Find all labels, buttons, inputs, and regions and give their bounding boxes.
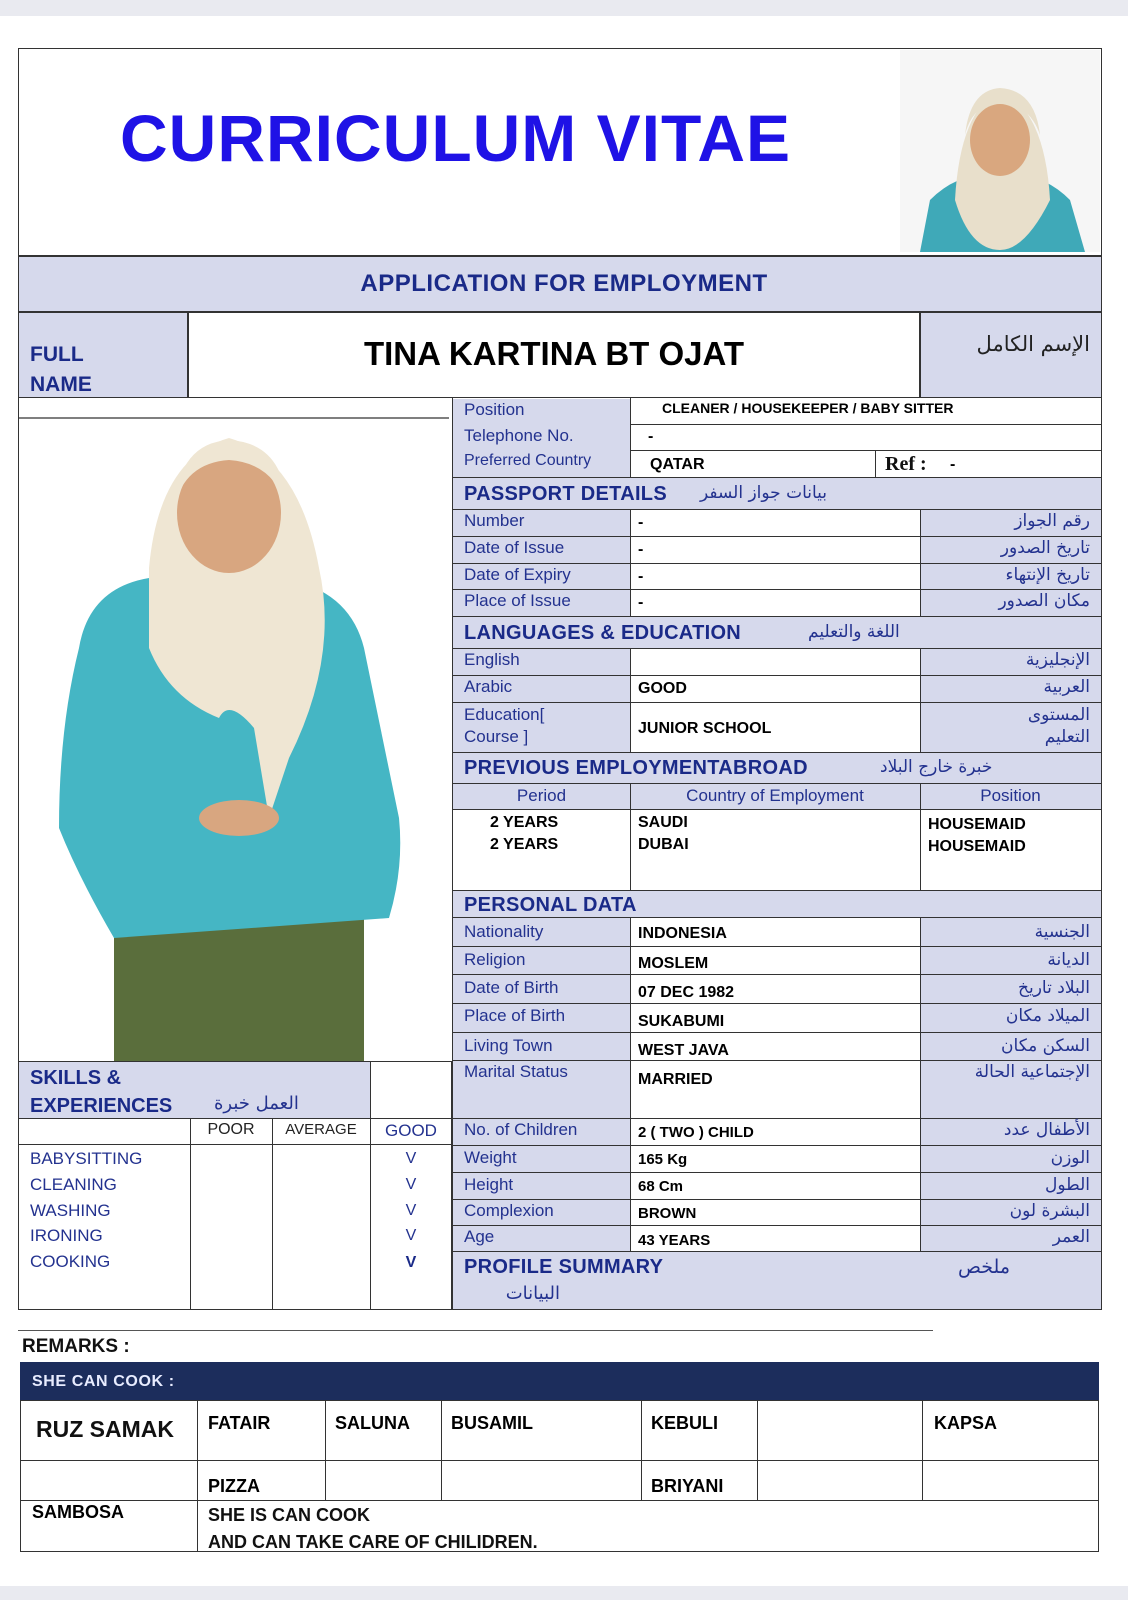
weight-label: Weight [464, 1148, 517, 1167]
place-of-birth-label: Place of Birth [464, 1006, 566, 1025]
skill-rating: V [405, 1176, 417, 1193]
place-of-issue-value: - [638, 594, 644, 611]
living-town-value: WEST JAVA [638, 1042, 729, 1059]
sambosa-item: SAMBOSA [32, 1502, 125, 1522]
english-arabic: الإنجليزية [1025, 650, 1090, 670]
height-arabic: الطول [1045, 1175, 1090, 1195]
previous-arabic-title: خبرة خارج البلاد [880, 757, 993, 777]
position-label: Position [464, 400, 525, 419]
height-label: Height [464, 1175, 514, 1194]
place-of-birth-arabic: الميلاد مكان [1005, 1006, 1090, 1026]
children-label: No. of Children [464, 1120, 578, 1139]
weight-value: 165 Kg [638, 1151, 688, 1168]
full-name-label: FULL NAME [30, 343, 92, 396]
dish-item: RUZ SAMAK [36, 1416, 174, 1442]
remarks-label: REMARKS : [22, 1336, 130, 1357]
education-value: JUNIOR SCHOOL [638, 720, 772, 737]
bottom-band [0, 1586, 1128, 1600]
education-arabic: المستوى التعليم [1027, 705, 1090, 747]
passport-number-arabic: رقم الجواز [1014, 511, 1090, 531]
average-header: AVERAGE [285, 1121, 357, 1138]
date-of-issue-arabic: تاريخ الصدور [1000, 538, 1090, 558]
date-of-birth-label: Date of Birth [464, 978, 559, 997]
passport-title: PASSPORT DETAILS [464, 483, 667, 505]
english-label: English [464, 650, 520, 669]
application-title: APPLICATION FOR EMPLOYMENT [360, 270, 768, 297]
languages-arabic-title: اللغة والتعليم [808, 622, 900, 642]
full-body-photo [18, 398, 452, 1061]
complexion-label: Complexion [464, 1201, 554, 1220]
skill-name: CLEANING [30, 1175, 117, 1194]
skill-name: IRONING [30, 1226, 103, 1245]
dish-item: KAPSA [934, 1413, 998, 1433]
ref-value: - [950, 456, 956, 473]
top-band [0, 0, 1128, 16]
age-arabic: العمر [1052, 1227, 1090, 1247]
full-name-value: TINA KARTINA BT OJAT [363, 335, 745, 372]
dish-item: SALUNA [335, 1413, 410, 1433]
religion-arabic: الديانة [1047, 950, 1090, 970]
religion-label: Religion [464, 950, 526, 969]
education-label: Education[ Course ] [464, 705, 545, 746]
cook-banner [20, 1362, 1099, 1400]
living-town-label: Living Town [464, 1036, 553, 1055]
children-arabic: الأطفال عدد [1003, 1120, 1090, 1140]
dish-item: FATAIR [208, 1413, 271, 1433]
preferred-country-label: Preferred Country [464, 452, 592, 469]
dish-item: BRIYANI [651, 1476, 724, 1496]
arabic-label: Arabic [464, 677, 513, 696]
good-header: GOOD [385, 1121, 437, 1140]
date-of-expiry-arabic: تاريخ الإنتهاء [1005, 565, 1090, 585]
personal-title: PERSONAL DATA [464, 894, 637, 916]
profile-summary-title: PROFILE SUMMARY [464, 1256, 664, 1278]
skill-rating: V [405, 1254, 417, 1271]
date-of-issue-label: Date of Issue [464, 538, 565, 557]
weight-arabic: الوزن [1050, 1148, 1090, 1168]
job-position-value: HOUSEMAID [928, 838, 1026, 855]
position-value: CLEANER / HOUSEKEEPER / BABY SITTER [662, 400, 954, 416]
marital-status-label: Marital Status [464, 1062, 568, 1081]
cv-title: CURRICULUM VITAE [120, 101, 792, 175]
complexion-value: BROWN [638, 1205, 697, 1222]
height-value: 68 Cm [638, 1178, 684, 1195]
date-of-expiry-label: Date of Expiry [464, 565, 571, 584]
date-of-issue-value: - [638, 541, 644, 558]
profile-summary-arabic-2: البيانات [505, 1283, 560, 1304]
skill-name: WASHING [30, 1201, 111, 1220]
skill-rating: V [405, 1227, 417, 1244]
arabic-value: GOOD [638, 680, 687, 697]
dish-item: PIZZA [208, 1476, 260, 1496]
dish-item: KEBULI [651, 1413, 718, 1433]
place-of-issue-label: Place of Issue [464, 591, 571, 610]
nationality-label: Nationality [464, 922, 544, 941]
period-value: 2 YEARS [490, 814, 559, 831]
skills-title: SKILLS & EXPERIENCES [30, 1067, 173, 1117]
passport-arabic-title: بيانات جواز السفر [700, 483, 828, 503]
marital-status-arabic: الإجتماعية الحالة [974, 1062, 1090, 1082]
age-value: 43 YEARS [638, 1232, 711, 1249]
country-header: Country of Employment [686, 786, 864, 805]
ref-label: Ref : [885, 453, 927, 475]
position-header: Position [980, 786, 1041, 805]
passport-number-value: - [638, 514, 644, 531]
marital-status-value: MARRIED [638, 1071, 713, 1088]
place-of-birth-value: SUKABUMI [638, 1013, 725, 1030]
job-position-value: HOUSEMAID [928, 816, 1026, 833]
previous-title: PREVIOUS EMPLOYMENTABROAD [464, 757, 808, 779]
profile-summary-arabic: ملخص [957, 1256, 1010, 1278]
small-photo [900, 50, 1100, 252]
living-town-arabic: السكن مكان [1001, 1036, 1090, 1056]
skill-name: BABYSITTING [30, 1149, 143, 1168]
poor-header: POOR [207, 1121, 255, 1138]
place-of-issue-arabic: مكان الصدور [998, 591, 1090, 611]
full-name-arabic: الإسم الكامل [976, 332, 1090, 356]
nationality-value: INDONESIA [638, 925, 727, 942]
arabic-arabic: العربية [1043, 677, 1090, 697]
passport-number-label: Number [464, 511, 525, 530]
nationality-arabic: الجنسية [1034, 922, 1090, 942]
skill-name: COOKING [30, 1252, 111, 1271]
date-of-expiry-value: - [638, 568, 644, 585]
skill-rating: V [405, 1150, 417, 1167]
cook-note: SHE IS CAN COOK AND CAN TAKE CARE OF CHILIDREN. [208, 1505, 538, 1552]
telephone-label: Telephone No. [464, 426, 574, 445]
period-value: 2 YEARS [490, 836, 559, 853]
country-value: DUBAI [638, 836, 689, 853]
skill-rating: V [405, 1202, 417, 1219]
date-of-birth-arabic: البلاد تاريخ [1018, 978, 1090, 998]
children-value: 2 ( TWO ) CHILD [638, 1124, 754, 1141]
religion-value: MOSLEM [638, 955, 709, 972]
telephone-value: - [648, 428, 654, 445]
languages-title: LANGUAGES & EDUCATION [464, 622, 742, 644]
skills-arabic: العمل خبرة [214, 1093, 299, 1114]
cook-banner-text: SHE CAN COOK : [32, 1373, 175, 1390]
date-of-birth-value: 07 DEC 1982 [638, 984, 735, 1001]
country-value: SAUDI [638, 814, 688, 831]
period-header: Period [516, 786, 567, 805]
dish-item: BUSAMIL [451, 1413, 533, 1433]
preferred-country-value: QATAR [650, 456, 705, 473]
complexion-arabic: البشرة لون [1009, 1201, 1090, 1221]
age-label: Age [464, 1227, 495, 1246]
